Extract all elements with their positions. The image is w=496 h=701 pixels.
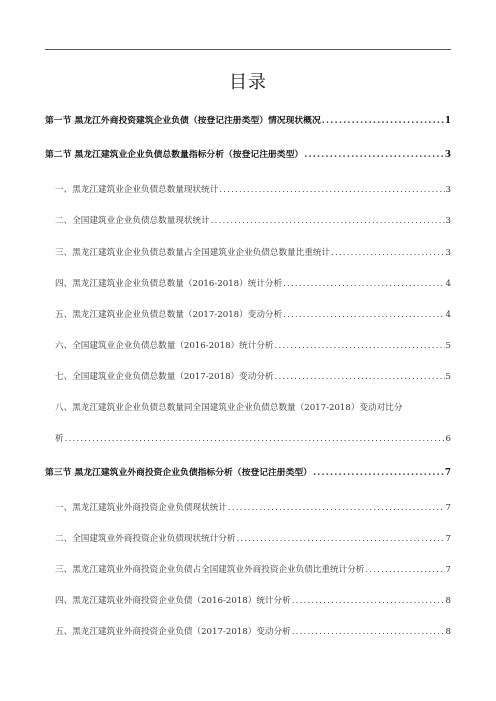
dot-leader bbox=[292, 627, 445, 638]
toc-entry-page: 7 bbox=[445, 503, 451, 513]
toc-entry-page: 3 bbox=[444, 150, 451, 160]
toc-entry-label: 六、全国建筑业企业负债总数量（2016-2018）统计分析 bbox=[55, 341, 274, 351]
toc-entry-3-2[interactable] bbox=[45, 534, 451, 545]
toc-entry-page: 4 bbox=[445, 279, 451, 289]
toc-entry-2-5[interactable] bbox=[45, 310, 451, 321]
dot-leader bbox=[228, 503, 445, 514]
toc-entry-section-1[interactable] bbox=[45, 116, 451, 127]
toc-entry-2-4[interactable] bbox=[45, 279, 451, 290]
dot-leader bbox=[331, 248, 445, 259]
dot-leader bbox=[313, 468, 444, 479]
toc-entry-2-8[interactable] bbox=[45, 434, 451, 445]
toc-entry-label: 四、黑龙江建筑业外商投资企业负债（2016-2018）统计分析 bbox=[55, 596, 291, 606]
toc-entry-label: 三、黑龙江建筑业外商投资企业负债占全国建筑业外商投资企业负债比重统计分析 bbox=[55, 565, 365, 575]
toc-entry-3-1[interactable] bbox=[45, 503, 451, 514]
toc-entry-page: 3 bbox=[445, 216, 451, 226]
toc-entry-page: 3 bbox=[445, 248, 451, 258]
toc-entry-label: 二、全国建筑业企业负债总数量现状统计 bbox=[55, 216, 210, 226]
toc-entry-label: 一、黑龙江建筑业企业负债总数量现状统计 bbox=[55, 185, 219, 195]
toc-entry-page: 5 bbox=[445, 372, 451, 382]
toc-entry-page: 6 bbox=[445, 434, 451, 444]
toc-entry-label: 第二节 黑龙江建筑业企业负债总数量指标分析（按登记注册类型） bbox=[45, 150, 304, 160]
toc-title: 目录 bbox=[229, 72, 267, 93]
toc-entry-2-6[interactable] bbox=[45, 341, 451, 352]
dot-leader bbox=[211, 216, 445, 227]
toc-entry-page: 7 bbox=[445, 565, 451, 575]
toc-entry-label: 七、全国建筑业企业负债总数量（2017-2018）变动分析 bbox=[55, 372, 274, 382]
dot-leader bbox=[304, 150, 444, 161]
toc-entry-page: 8 bbox=[445, 627, 451, 637]
toc-entry-label: 一、黑龙江建筑业外商投资企业负债现状统计 bbox=[55, 503, 227, 513]
toc-entry-section-3[interactable] bbox=[45, 468, 451, 479]
dot-leader bbox=[219, 185, 444, 196]
dot-leader bbox=[236, 534, 444, 545]
toc-entry-label: 五、黑龙江建筑业企业负债总数量（2017-2018）变动分析 bbox=[55, 310, 283, 320]
toc-entry-label: 四、黑龙江建筑业企业负债总数量（2016-2018）统计分析 bbox=[55, 279, 283, 289]
toc-entry-page: 5 bbox=[445, 341, 451, 351]
dot-leader bbox=[65, 434, 445, 445]
toc-entry-page: 4 bbox=[445, 310, 451, 320]
dot-leader bbox=[275, 341, 445, 352]
toc-entry-3-3[interactable] bbox=[45, 565, 451, 576]
toc-entry-2-3[interactable] bbox=[45, 248, 451, 259]
toc-entry-2-7[interactable] bbox=[45, 372, 451, 383]
toc-entry-page: 7 bbox=[445, 534, 451, 544]
dot-leader bbox=[322, 116, 444, 127]
dot-leader bbox=[283, 310, 444, 321]
toc-entry-2-8-line1[interactable]: 八、黑龙江建筑业企业负债总数量同全国建筑业企业负债总数量（2017-2018）变动对比分 bbox=[55, 403, 403, 413]
dot-leader bbox=[283, 279, 444, 290]
toc-entry-2-2[interactable] bbox=[45, 216, 451, 227]
header-rule bbox=[45, 49, 451, 50]
dot-leader bbox=[292, 596, 445, 607]
toc-entry-3-5[interactable] bbox=[45, 627, 451, 638]
toc-entry-page: 7 bbox=[444, 468, 451, 478]
toc-entry-3-4[interactable] bbox=[45, 596, 451, 607]
toc-entry-label: 第三节 黑龙江建筑业外商投资企业负债指标分析（按登记注册类型） bbox=[45, 468, 312, 478]
toc-entry-page: 1 bbox=[444, 116, 451, 126]
toc-entry-label: 第一节 黑龙江外商投资建筑企业负债（按登记注册类型）情况现状概况 bbox=[45, 116, 321, 126]
dot-leader bbox=[275, 372, 445, 383]
toc-entry-page: 8 bbox=[445, 596, 451, 606]
toc-entry-label: 二、全国建筑业外商投资企业负债现状统计分析 bbox=[55, 534, 236, 544]
dot-leader bbox=[365, 565, 444, 576]
toc-entry-label: 析 bbox=[55, 434, 64, 444]
toc-entry-2-1[interactable] bbox=[45, 185, 451, 196]
toc-entry-section-2[interactable] bbox=[45, 150, 451, 161]
toc-entry-label: 三、黑龙江建筑业企业负债总数量占全国建筑业企业负债总数量比重统计 bbox=[55, 248, 331, 258]
toc-entry-page: 3 bbox=[445, 185, 451, 195]
toc-entry-label: 五、黑龙江建筑业外商投资企业负债（2017-2018）变动分析 bbox=[55, 627, 291, 637]
